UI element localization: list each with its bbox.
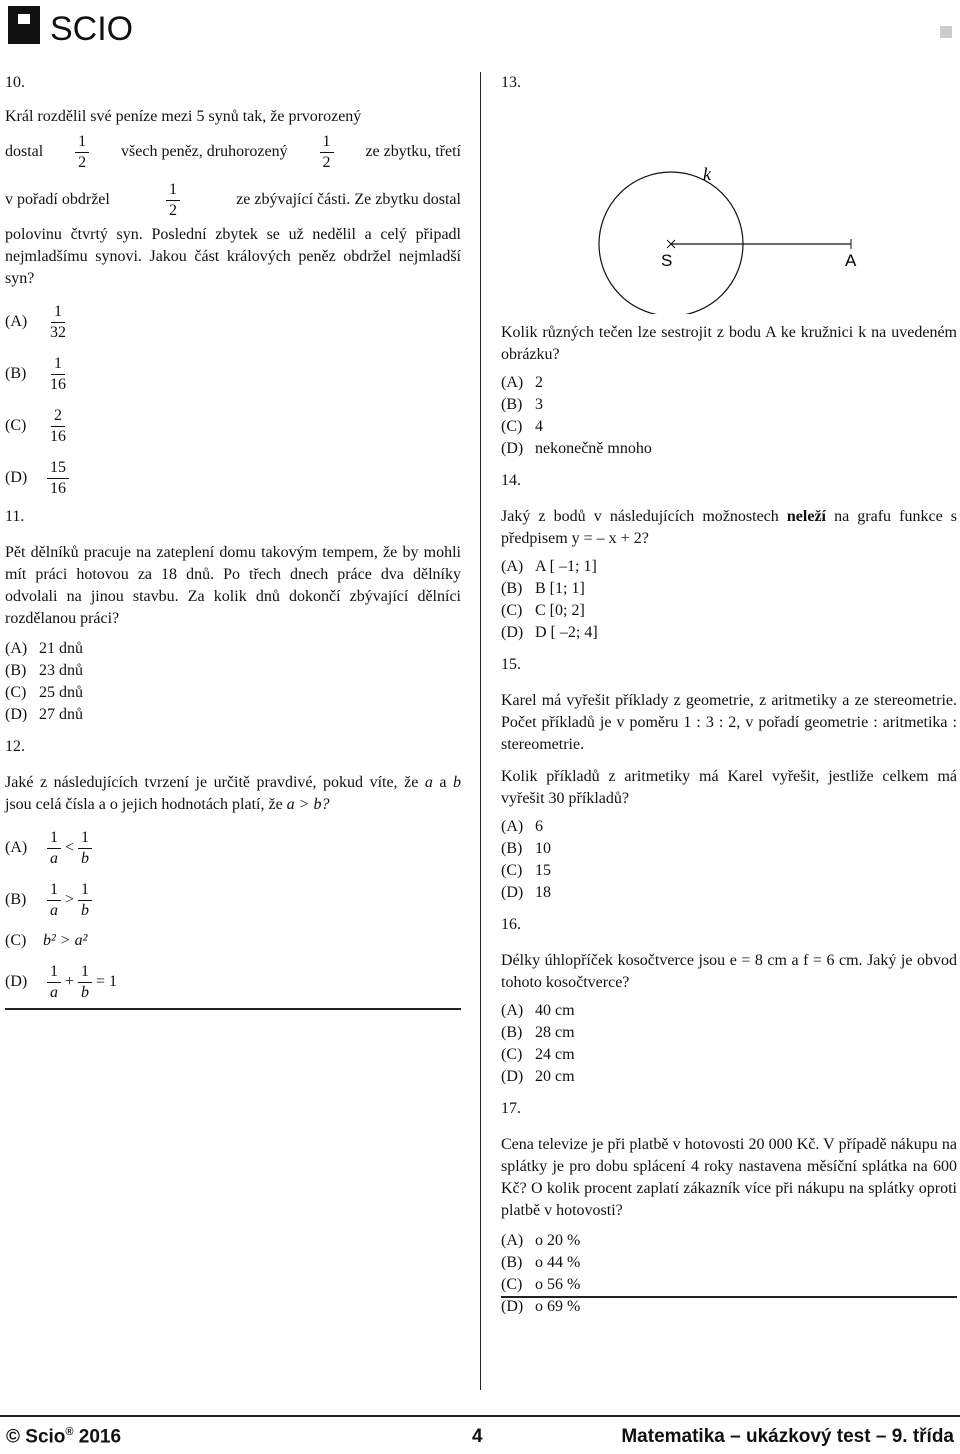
answer-option[interactable]: (D) 20 cm: [501, 1068, 575, 1085]
label-k: k: [703, 164, 711, 184]
question-text: Pět dělníků pracuje na zateplení domu takovým tempem, že by mohli mít práci hotovou za 18 dnů. Po třech dnech práce dva dělníky odvolali na jinou stavbu. Za kolik dnů dokončí zbývající dělníci rozdělanou práci?: [5, 544, 461, 627]
question-number: 13.: [501, 74, 521, 91]
answer-option[interactable]: (C) 15: [501, 862, 551, 879]
q10-line3: v pořadí obdržel $\frac{1}{2}$ ze zbývající části. Ze zbytku dostal: [5, 180, 461, 219]
question-16: [501, 914, 957, 1088]
answer-option[interactable]: (A) $\frac{1}{a}$ < $\frac{1}{b}$: [5, 822, 461, 874]
answer-option[interactable]: (C) o 56 %: [501, 1276, 581, 1293]
question-14: [501, 470, 957, 644]
circle-k: [599, 172, 743, 314]
answer-option[interactable]: (D) nekonečně mnoho: [501, 440, 652, 457]
q10-line1: Král rozdělil své peníze mezi 5 synů tak, že prvorozený: [5, 108, 362, 125]
answer-option[interactable]: (B) B [1; 1]: [501, 580, 585, 597]
answer-option[interactable]: (B) $\frac{1}{a}$ > $\frac{1}{b}$: [5, 874, 461, 926]
page-number: 4: [472, 1426, 483, 1447]
right-column: [501, 72, 957, 1318]
question-text: Jaké z následujících tvrzení je určitě pravdivé, pokud víte, že a a b jsou celá čísla a o jejich hodnotách platí, že a > b?: [5, 774, 461, 813]
answer-option[interactable]: (B) o 44 %: [501, 1254, 581, 1271]
answer-option[interactable]: (A) A [ –1; 1]: [501, 558, 597, 575]
question-12: [5, 736, 461, 1008]
answer-option[interactable]: (C) C [0; 2]: [501, 602, 585, 619]
q10-line2: dostal $\frac{1}{2}$ všech peněz, druhorozený $\frac{1}{2}$ ze zbytku, třetí: [5, 132, 461, 171]
question-number: 11.: [5, 508, 25, 525]
answer-option[interactable]: (B) 23 dnů: [5, 662, 83, 679]
fraction: $\frac{1}{2}$: [166, 180, 180, 221]
question-text: Kolik různých tečen lze sestrojit z bodu A ke kružnici k na uvedeném obrázku?: [501, 324, 957, 363]
question-number: 10.: [5, 74, 25, 91]
fraction: $\frac{1}{2}$: [75, 132, 89, 173]
question-number: 16.: [501, 916, 521, 933]
answer-option[interactable]: (A) $\frac{1}{32}$: [5, 302, 66, 341]
answer-option[interactable]: (C) 25 dnů: [5, 684, 83, 701]
fraction: $\frac{1}{2}$: [320, 132, 334, 173]
answer-option[interactable]: (D) 27 dnů: [5, 706, 83, 723]
question-number: 12.: [5, 738, 25, 755]
answer-option[interactable]: (C) 24 cm: [501, 1046, 575, 1063]
answer-option[interactable]: (D) D [ –2; 4]: [501, 624, 598, 641]
label-A: A: [845, 251, 857, 270]
answer-option[interactable]: (B) 28 cm: [501, 1024, 575, 1041]
answer-option[interactable]: (A) o 20 %: [501, 1232, 581, 1249]
question-10: [5, 72, 461, 504]
answer-option[interactable]: (A) 2: [501, 374, 543, 391]
q10-rest: polovinu čtvrtý syn. Poslední zbytek se už nedělil a celý připadl nejmladšímu synovi. Jakou část králových peněz obdržel nejmladší syn?: [5, 226, 461, 287]
label-S: S: [661, 251, 673, 270]
question-text-2: Kolik příkladů z aritmetiky má Karel vyřešit, jestliže celkem má vyřešit 30 příkladů?: [501, 768, 957, 807]
right-end-rule: [501, 1296, 957, 1298]
answer-option[interactable]: (A) 40 cm: [501, 1002, 575, 1019]
question-number: 15.: [501, 656, 521, 673]
answer-option[interactable]: (D) $\frac{1}{a}$ + $\frac{1}{b}$ = 1: [5, 962, 118, 1001]
answer-option[interactable]: (B) 10: [501, 840, 551, 857]
answer-option[interactable]: (C) b² > a²: [5, 932, 88, 949]
question-15: [501, 654, 957, 904]
question-17: [501, 1098, 957, 1318]
footer-rule: [0, 1415, 960, 1417]
left-column: [5, 72, 461, 1008]
footer-title: Matematika – ukázkový test – 9. třída: [621, 1426, 954, 1447]
circle-figure: [501, 104, 957, 314]
column-divider: [480, 72, 481, 1390]
answer-option[interactable]: (C) $\frac{2}{16}$: [5, 406, 66, 445]
question-13: [501, 72, 957, 460]
answer-option[interactable]: (B) $\frac{1}{16}$: [5, 354, 66, 393]
corner-mark: [940, 26, 952, 38]
question-number: 14.: [501, 472, 521, 489]
answer-option[interactable]: (D) $\frac{15}{16}$: [5, 452, 461, 504]
answer-option[interactable]: (C) 4: [501, 418, 543, 435]
question-text: Cena televize je při platbě v hotovosti 20 000 Kč. V případě nákupu na splátky je pro dobu splácení 4 roky nastavena měsíční splátka na 600 Kč? O kolik procent zaplatí zákazník více při nákupu na splátky oproti platbě v hotovosti?: [501, 1136, 957, 1219]
footer: [0, 1422, 960, 1452]
answer-option[interactable]: (D) 18: [501, 884, 551, 901]
question-text: Karel má vyřešit příklady z geometrie, z aritmetiky a ze stereometrie. Počet příkladů je v poměru 1 : 3 : 2, v pořadí geometrie : aritmetika : stereometrie.: [501, 692, 957, 753]
footer-copyright: © Scio® 2016: [6, 1426, 122, 1448]
question-11: [5, 506, 461, 726]
answer-option[interactable]: (A) 21 dnů: [5, 640, 83, 657]
question-text: Délky úhlopříček kosočtverce jsou e = 8 cm a f = 6 cm. Jaký je obvod tohoto kosočtverce?: [501, 952, 957, 991]
question-text: Jaký z bodů v následujících možnostech neleží na grafu funkce s předpisem y = – x + 2?: [501, 508, 958, 547]
answer-option[interactable]: (D) o 69 %: [501, 1298, 581, 1315]
answer-option[interactable]: (B) 3: [501, 396, 543, 413]
answer-option[interactable]: (A) 6: [501, 818, 543, 835]
svg-text:SCIO: SCIO: [50, 10, 134, 46]
question-number: 17.: [501, 1100, 521, 1117]
scio-logo: [6, 4, 166, 46]
left-end-rule: [5, 1008, 461, 1010]
